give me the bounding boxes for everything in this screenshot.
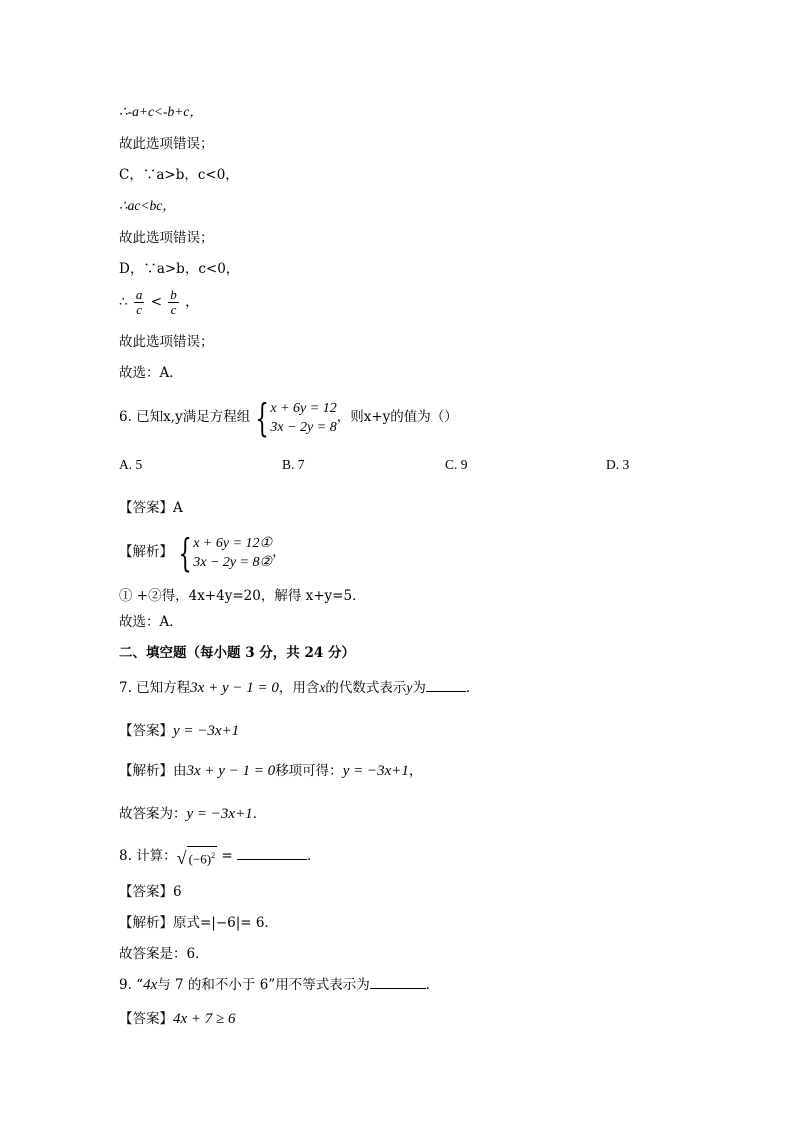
analysis-6-step: ① +②得，4x+4y=20，解得 x+y=5． bbox=[119, 588, 366, 604]
radical-icon: √ bbox=[176, 848, 187, 869]
question-9-text: 与 7 的和不小于 6”用不等式表示为 bbox=[157, 977, 370, 993]
denominator: c bbox=[136, 302, 143, 317]
fraction-a-over-c bbox=[134, 288, 145, 317]
line-option-wrong-c: 故此选项错误； bbox=[119, 230, 214, 246]
answer-9 bbox=[119, 1010, 236, 1028]
answer-label: 【答案】 bbox=[119, 1011, 173, 1027]
question-7-text: 为 bbox=[412, 680, 426, 696]
line-option-wrong-d: 故此选项错误； bbox=[119, 334, 214, 350]
final-7 bbox=[119, 805, 266, 823]
analysis-7-equation: 3x + y − 1 = 0 bbox=[186, 763, 276, 779]
analysis-label: 【解析】由 bbox=[119, 763, 187, 779]
variable-x: x bbox=[319, 680, 326, 695]
equals-sign: = bbox=[217, 848, 237, 864]
brace-icon: { bbox=[255, 395, 269, 440]
answer-label: 【答案】 bbox=[119, 723, 173, 739]
answer-7 bbox=[119, 722, 239, 740]
answer-8: 【答案】6 bbox=[119, 884, 182, 900]
analysis-equation-system bbox=[173, 530, 273, 575]
less-than-symbol: < bbox=[150, 294, 162, 310]
analysis-7-text: 移项可得： bbox=[275, 763, 343, 779]
analysis-equation-2: 3x − 2y = 8② bbox=[193, 554, 273, 570]
period: ． bbox=[425, 977, 440, 993]
answer-blank bbox=[370, 988, 426, 989]
equation-system bbox=[250, 395, 337, 440]
answer-9-expression: 4x + 7 ≥ 6 bbox=[173, 1011, 236, 1027]
period: ． bbox=[465, 680, 480, 696]
denominator: c bbox=[170, 302, 177, 317]
question-9-expression: 4x bbox=[143, 977, 158, 993]
final-8: 故答案是：6． bbox=[119, 946, 209, 962]
comma: ， bbox=[272, 544, 286, 560]
question-7 bbox=[119, 679, 479, 697]
line-conclusion-c: ∴ac<bc， bbox=[119, 198, 176, 213]
answer-7-expression: y = −3x+1 bbox=[173, 723, 240, 739]
question-9 bbox=[119, 976, 439, 994]
numerator: b bbox=[170, 287, 177, 302]
therefore-symbol: ∴ bbox=[119, 294, 128, 310]
question-6-suffix: ，则x+y的值为（） bbox=[336, 409, 458, 425]
analysis-8: 【解析】原式=|−6|= 6． bbox=[119, 915, 279, 931]
section-title-fill-in: 二、填空题（每小题 3 分，共 24 分） bbox=[119, 645, 355, 661]
option-a: A. 5 bbox=[119, 457, 143, 472]
question-7-equation: 3x + y − 1 = 0 bbox=[190, 680, 279, 696]
analysis-6 bbox=[119, 529, 286, 575]
exponent: 2 bbox=[211, 850, 216, 860]
brace-icon: { bbox=[178, 530, 192, 575]
equation-2: 3x − 2y = 8 bbox=[270, 419, 337, 435]
analysis-7 bbox=[119, 762, 422, 780]
question-9-prefix: 9. “ bbox=[119, 977, 144, 993]
question-7-text: 的代数式表示 bbox=[325, 680, 407, 696]
question-8-prefix: 8. 计算： bbox=[119, 848, 177, 864]
line-option-d: D，∵a>b，c<0， bbox=[119, 261, 240, 277]
analysis-label: 【解析】 bbox=[119, 544, 173, 560]
analysis-equation-1: x + 6y = 12① bbox=[193, 535, 273, 551]
period: ． bbox=[252, 806, 267, 822]
question-7-text: ，用含 bbox=[278, 680, 320, 696]
line-option-wrong-b: 故此选项错误； bbox=[119, 136, 214, 152]
numerator: a bbox=[135, 287, 143, 302]
analysis-7-result: y = −3x+1 bbox=[342, 763, 409, 779]
variable-y: y bbox=[406, 680, 413, 695]
period: ． bbox=[306, 848, 321, 864]
radicand: (−6) bbox=[188, 851, 212, 867]
option-c: C. 9 bbox=[445, 457, 468, 472]
question-6-prefix: 6. 已知x,y满足方程组 bbox=[119, 409, 251, 425]
question-6 bbox=[119, 394, 458, 440]
option-d: D. 3 bbox=[606, 457, 630, 472]
answer-blank bbox=[426, 691, 466, 692]
final-label: 故答案为： bbox=[119, 806, 187, 822]
option-b: B. 7 bbox=[282, 457, 305, 472]
answer-blank bbox=[237, 859, 307, 860]
question-7-prefix: 7. 已知方程 bbox=[119, 680, 191, 696]
comma: ， bbox=[408, 763, 423, 779]
square-root bbox=[177, 846, 217, 867]
equation-1: x + 6y = 12 bbox=[270, 400, 337, 416]
answer-6: 【答案】A bbox=[119, 500, 183, 516]
line-choose-a: 故选：A． bbox=[119, 365, 183, 381]
question-8 bbox=[119, 841, 320, 871]
comma: ， bbox=[185, 294, 199, 310]
analysis-6-final: 故选：A． bbox=[119, 614, 183, 630]
line-conclusion-b: ∴-a+c<-b+c， bbox=[119, 104, 203, 119]
line-option-c: C，∵a>b，c<0， bbox=[119, 167, 239, 183]
final-7-expression: y = −3x+1 bbox=[186, 806, 253, 822]
fraction-b-over-c bbox=[168, 288, 179, 317]
line-conclusion-d bbox=[119, 285, 199, 319]
